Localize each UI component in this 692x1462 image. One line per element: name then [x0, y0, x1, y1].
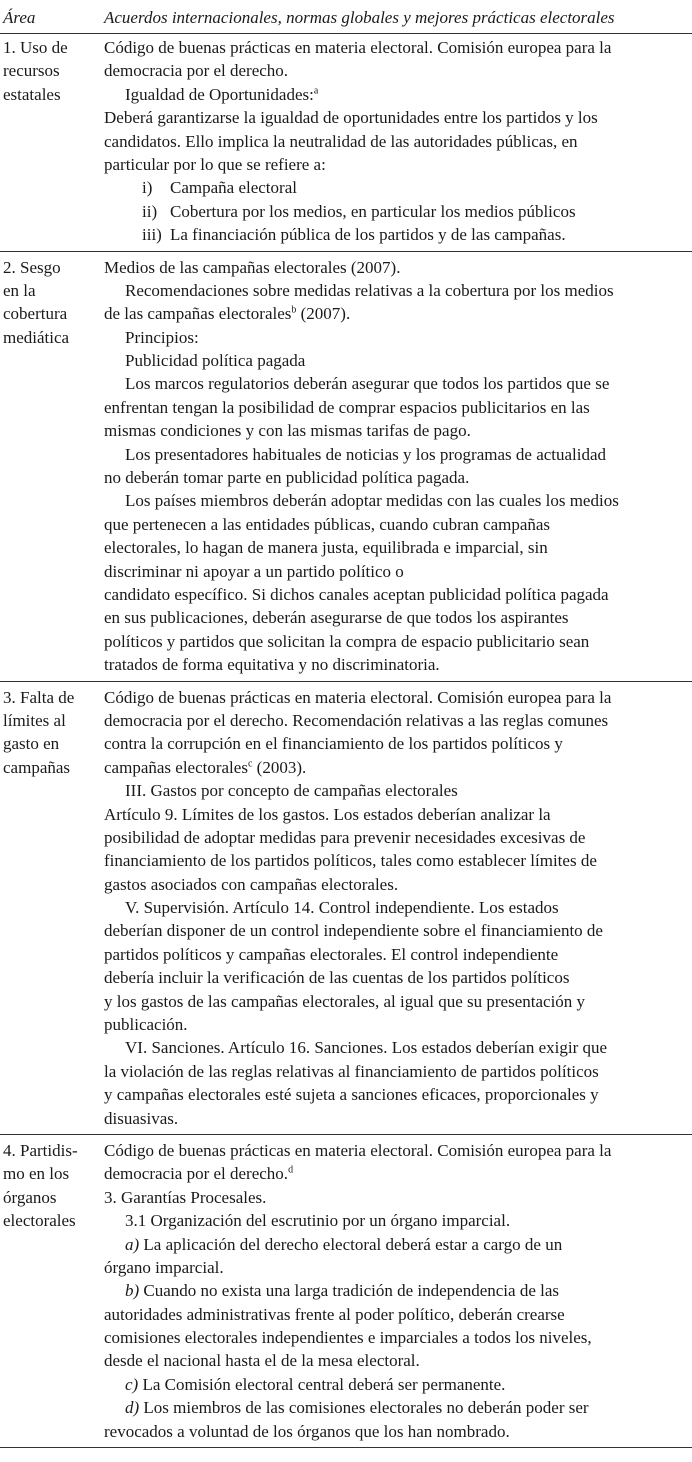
text-line	[104, 513, 688, 536]
item-letter: d)	[125, 1398, 140, 1418]
footnote-marker: b	[291, 304, 297, 316]
line-text: Los miembros de las comisiones electorales no deberán poder ser	[139, 1398, 589, 1418]
text-line	[104, 1013, 688, 1036]
line-text: disuasivas.	[104, 1108, 179, 1128]
text-line	[104, 1420, 688, 1443]
line-text: Medios de las campañas electorales (2007).	[104, 257, 401, 277]
text-line	[104, 1036, 688, 1059]
line-text: Artículo 9. Límites de los gastos. Los estados deberían analizar la	[104, 804, 551, 824]
line-text: gastos asociados con campañas electorales.	[104, 874, 399, 894]
line-text: que pertenecen a las entidades públicas, cuando cubran campañas	[104, 514, 551, 534]
text-line	[104, 1139, 688, 1162]
line-text: no deberán tomar parte en publicidad política pagada.	[104, 468, 470, 488]
text-line	[104, 560, 688, 583]
text-line	[104, 709, 688, 732]
text-line	[104, 732, 688, 755]
text-line	[104, 443, 688, 466]
line-text: particular por lo que se refiere a:	[104, 154, 326, 174]
line-text: Campaña electoral	[170, 178, 297, 198]
line-text: deberían disponer de un control independiente sobre el financiamiento de	[104, 921, 603, 941]
text-line	[104, 1373, 688, 1396]
text-line	[104, 1256, 688, 1279]
area-line: campañas	[3, 757, 71, 777]
text-line	[104, 279, 688, 302]
line-text: 3. Garantías Procesales.	[104, 1187, 267, 1207]
text-line	[104, 966, 688, 989]
line-text: posibilidad de adoptar medidas para prevenir necesidades excesivas de	[104, 827, 586, 847]
line-text: Recomendaciones sobre medidas relativas a la cobertura por los medios	[125, 280, 614, 300]
line-text: Los marcos regulatorios deberán asegurar que todos los partidos que se	[125, 374, 610, 394]
text-line	[104, 779, 688, 802]
text-line	[104, 1349, 688, 1372]
line-text: candidatos. Ello implica la neutralidad de las autoridades públicas, en	[104, 131, 578, 151]
line-text: financiamiento de los partidos políticos, tales como establecer límites de	[104, 851, 597, 871]
line-text: revocados a voluntad de los órganos que los han nombrado.	[104, 1421, 510, 1441]
line-text: contra la corrupción en el financiamiento de los partidos políticos y	[104, 734, 563, 754]
item-letter: b)	[125, 1281, 140, 1301]
area-line: mo en los	[3, 1164, 70, 1184]
area-line: en la	[3, 280, 36, 300]
text-line	[104, 826, 688, 849]
agreement-cell	[104, 36, 692, 247]
area-line: límites al	[3, 710, 66, 730]
line-text: en sus publicaciones, deberán asegurarse de que todos los aspirantes	[104, 608, 569, 628]
area-cell	[0, 36, 104, 247]
text-line	[104, 419, 688, 442]
text-line	[104, 1209, 688, 1232]
list-item	[104, 176, 688, 199]
list-number: i)	[142, 178, 153, 198]
list-item	[104, 223, 688, 246]
line-text: partidos políticos y campañas electorales. El control independiente	[104, 944, 559, 964]
line-text: Código de buenas prácticas en materia electoral. Comisión europea para la	[104, 38, 612, 57]
area-line: 3. Falta de	[3, 687, 75, 707]
line-text: Código de buenas prácticas en materia electoral. Comisión europea para la	[104, 687, 612, 707]
text-line	[104, 1186, 688, 1209]
table-header	[0, 0, 692, 34]
line-text: La financiación pública de los partidos y de las campañas.	[170, 225, 566, 245]
area-line: 2. Sesgo	[3, 257, 61, 277]
text-line	[104, 1060, 688, 1083]
text-line	[104, 1279, 688, 1302]
line-text: democracia por el derecho.	[104, 1164, 289, 1184]
table-row	[0, 34, 692, 251]
table-row	[0, 1134, 692, 1448]
text-line	[104, 153, 688, 176]
header-agreements: Acuerdos internacionales, normas globales y mejores prácticas electorales	[104, 7, 615, 27]
text-line	[104, 302, 688, 325]
text-line	[104, 1396, 688, 1419]
area-line: 1. Uso de	[3, 38, 68, 57]
line-text: órgano imparcial.	[104, 1257, 224, 1277]
item-letter: a)	[125, 1234, 140, 1254]
footnote-marker: c	[247, 758, 253, 770]
text-line	[104, 59, 688, 82]
header-area: Área	[3, 7, 36, 27]
text-line	[104, 83, 688, 106]
text-line	[104, 943, 688, 966]
line-text: La aplicación del derecho electoral deberá estar a cargo de un	[139, 1234, 563, 1254]
agreement-cell	[104, 686, 692, 1130]
text-line	[104, 1326, 688, 1349]
line-text: autoridades administrativas frente al poder político, deberán crearse	[104, 1304, 565, 1324]
text-line	[104, 489, 688, 512]
line-text: publicación.	[104, 1015, 188, 1035]
line-text: comisiones electorales independientes e imparciales a todos los niveles,	[104, 1328, 592, 1348]
text-line	[104, 396, 688, 419]
line-text: V. Supervisión. Artículo 14. Control independiente. Los estados	[125, 898, 559, 918]
line-text: VI. Sanciones. Artículo 16. Sanciones. Los estados deberían exigir que	[125, 1038, 608, 1058]
list-number: ii)	[142, 201, 158, 221]
line-text: campañas electorales	[104, 757, 248, 777]
area-line: gasto en	[3, 734, 60, 754]
line-text: Los presentadores habituales de noticias y los programas de actualidad	[125, 444, 607, 464]
line-text: Los países miembros deberán adoptar medidas con las cuales los medios	[125, 491, 619, 511]
line-text-after: (2007).	[296, 304, 351, 324]
text-line	[104, 606, 688, 629]
line-text: discriminar ni apoyar a un partido político o	[104, 561, 404, 581]
line-text: democracia por el derecho. Recomendación relativas a las reglas comunes	[104, 710, 609, 730]
text-line	[104, 130, 688, 153]
area-line: cobertura	[3, 304, 68, 324]
item-letter: c)	[125, 1374, 139, 1394]
line-text: Cobertura por los medios, en particular los medios públicos	[170, 201, 576, 221]
text-line	[104, 1083, 688, 1106]
text-line	[104, 349, 688, 372]
text-line	[104, 36, 688, 59]
line-text: Cuando no exista una larga tradición de independencia de las	[139, 1281, 559, 1301]
area-cell	[0, 256, 104, 677]
text-line	[104, 990, 688, 1013]
text-line	[104, 686, 688, 709]
text-line	[104, 919, 688, 942]
text-line	[104, 803, 688, 826]
text-line	[104, 873, 688, 896]
line-text: políticos y partidos que solicitan la compra de espacio publicitario sean	[104, 631, 590, 651]
area-line: órganos	[3, 1187, 57, 1207]
line-text: Igualdad de Oportunidades:	[125, 84, 314, 104]
text-line	[104, 583, 688, 606]
text-line	[104, 1303, 688, 1326]
line-text: III. Gastos por concepto de campañas electorales	[125, 781, 458, 801]
line-text: candidato específico. Si dichos canales aceptan publicidad política pagada	[104, 584, 609, 604]
text-line	[104, 466, 688, 489]
area-cell	[0, 686, 104, 1130]
area-line: mediática	[3, 327, 70, 347]
line-text: debería incluir la verificación de las cuentas de los partidos políticos	[104, 968, 570, 988]
text-line	[104, 256, 688, 279]
text-line	[104, 1233, 688, 1256]
text-line	[104, 372, 688, 395]
line-text: de las campañas electorales	[104, 304, 292, 324]
line-text: desde el nacional hasta el de la mesa electoral.	[104, 1351, 420, 1371]
line-text: electorales, lo hagan de manera justa, equilibrada e imparcial, sin	[104, 538, 548, 558]
line-text: tratados de forma equitativa y no discriminatoria.	[104, 655, 440, 675]
text-line	[104, 536, 688, 559]
text-line	[104, 756, 688, 779]
text-line	[104, 106, 688, 129]
text-line	[104, 1162, 688, 1185]
area-cell	[0, 1139, 104, 1443]
agreement-cell	[104, 256, 692, 677]
line-text: Publicidad política pagada	[125, 351, 306, 371]
line-text: y los gastos de las campañas electorales, al igual que su presentación y	[104, 991, 586, 1011]
agreement-cell	[104, 1139, 692, 1443]
table-body	[0, 34, 692, 1448]
text-line	[104, 653, 688, 676]
line-text: enfrentan tengan la posibilidad de comprar espacios publicitarios en las	[104, 397, 590, 417]
text-line	[104, 896, 688, 919]
line-text: la violación de las reglas relativas al financiamiento de partidos políticos	[104, 1061, 599, 1081]
line-text: La Comisión electoral central deberá ser permanente.	[138, 1374, 506, 1394]
line-text: Principios:	[125, 327, 199, 347]
list-number: iii)	[142, 225, 162, 245]
text-line	[104, 326, 688, 349]
line-text: Deberá garantizarse la igualdad de oportunidades entre los partidos y los	[104, 108, 598, 128]
line-text: 3.1 Organización del escrutinio por un órgano imparcial.	[125, 1211, 511, 1231]
footnote-marker: d	[288, 1164, 294, 1176]
table-row	[0, 681, 692, 1134]
area-line: recursos	[3, 61, 60, 81]
text-line	[104, 1107, 688, 1130]
line-text-after: (2003).	[252, 757, 307, 777]
line-text: y campañas electorales esté sujeta a sanciones eficaces, proporcionales y	[104, 1085, 599, 1105]
area-line: 4. Partidis-	[3, 1140, 78, 1160]
line-text: mismas condiciones y con las mismas tarifas de pago.	[104, 421, 471, 441]
area-line: estatales	[3, 84, 61, 104]
list-item	[104, 200, 688, 223]
table-row	[0, 251, 692, 681]
text-line	[104, 849, 688, 872]
text-line	[104, 630, 688, 653]
line-text: democracia por el derecho.	[104, 61, 289, 81]
footnote-marker: a	[313, 85, 319, 97]
line-text: Código de buenas prácticas en materia electoral. Comisión europea para la	[104, 1140, 612, 1160]
area-line: electorales	[3, 1211, 76, 1231]
